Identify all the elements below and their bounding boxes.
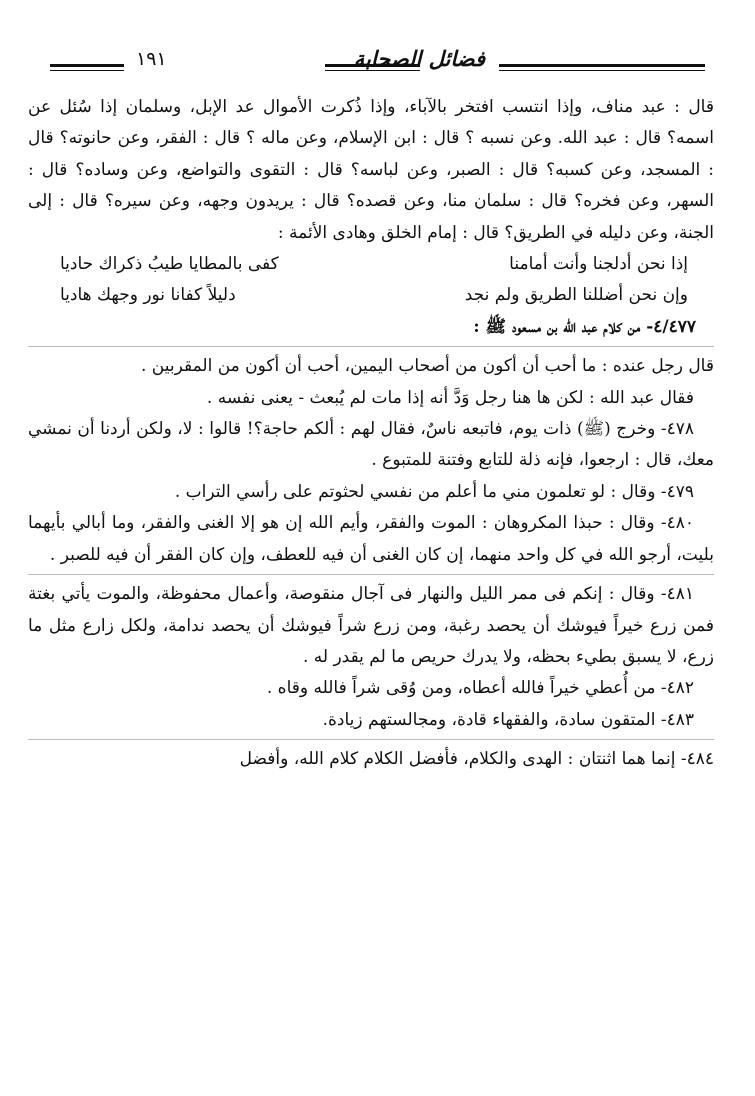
paragraph-intro: قال : عبد مناف، وإذا انتسب افتخر بالآباء، وإذا ذُكرت الأموال عد الإبل، وسلمان إذا سُئل عن اسمه؟ قال : عبد الله. وعن نسبه ؟ قال : ابن الإسلام، وعن ماله ؟ قال : الفقر، وعن حانوته؟ قال : المسجد، وعن كسبه؟ قال : الصبر، وعن لباسه؟ قال : التقوى والتواضع، وعن وساده؟ قال : السهر، وعن فخره؟ قال : سلمان منا، وعن قصده؟ قال : يريدون وجهه، وعن سيره؟ قال : إلى الجنة، وعن دليله في الطريق؟ قال : إمام الخلق وهادى الأئمة : [28,97,714,243]
verse-2-first-hemistich: وإن نحن أضللنا الطريق ولم نجد [464,285,688,306]
verse-1-first-hemistich: إذا نحن أدلجنا وأنت أمامنا [509,254,688,275]
verse-line-1 [28,249,714,280]
divider [28,346,714,347]
paragraph-479: ٤٧٩- وقال : لو تعلمون مني ما أعلم من نفسي لحثوتم على رأسي التراب . [174,481,694,502]
paragraph-477-a: قال رجل عنده : ما أحب أن أكون من أصحاب اليمين، أحب أن أكون من المقربين . [140,356,714,377]
header-rule-middle [325,64,420,67]
paragraph-478: ٤٧٨- وخرج (ﷺ) ذات يوم، فاتبعه ناسٌ، فقال لهم : ألكم حاجة؟! قالوا : لا، ولكن أردنا أن نمشي معك، قال : ارجعوا، فإنه ذلة للتابع وفتنة للمتبوع . [28,419,714,471]
paragraph-481: ٤٨١- وقال : إنكم فى ممر الليل والنهار فى آجال منقوصة، وأعمال محفوظة، والموت يأتي بغتة فمن زرع خيراً فيوشك أن يحصد رغبة، ومن زرع شراً فيوشك أن يحصد ندامة، ولكل زارع مثل ما زرع، لا يسبق بطيء بحظه، ولا يدرك حريص ما لم يقدر له . [28,584,714,667]
page-number: ١٩١ [136,48,167,70]
header-rule-right [499,64,705,67]
verse-2-second-hemistich: دليلاً كفانا نور وجهك هاديا [60,285,236,306]
body-text [28,92,714,776]
page-header [50,44,705,88]
section-heading: ٤/٤٧٧- من كلام عبد الله بن مسعود ﷺ : [473,316,696,337]
paragraph-480: ٤٨٠- وقال : حبذا المكروهان : الموت والفقر، وأيم الله إن هو إلا الغنى والفقر، وما أبالي بأيهما بليت، أرجو الله في كل واحد منهما، إن كان الغنى أن فيه للعطف، وإن كان الفقر أن فيه للصبر . [28,513,714,565]
paragraph-477-b: فقال عبد الله : لكن ها هنا رجل وَدَّ أنه إذا مات لم يُبعث - يعنى نفسه . [206,387,694,408]
paragraph-484: ٤٨٤- إنما هما اثنتان : الهدى والكلام، فأفضل الكلام كلام الله، وأفضل [239,749,714,770]
divider [28,574,714,575]
divider [28,739,714,740]
verse-1-second-hemistich: كفى بالمطايا طيبُ ذكراك حاديا [60,254,279,275]
header-rule-left [50,64,124,67]
paragraph-483: ٤٨٣- المتقون سادة، والفقهاء قادة، ومجالستهم زيادة. [322,709,694,730]
verse-line-2 [28,280,714,311]
running-title: فضائل الصحابة [353,46,485,71]
paragraph-482: ٤٨٢- من أُعطي خيراً فالله أعطاه، ومن وُقى شراً فالله وقاه . [266,678,694,699]
